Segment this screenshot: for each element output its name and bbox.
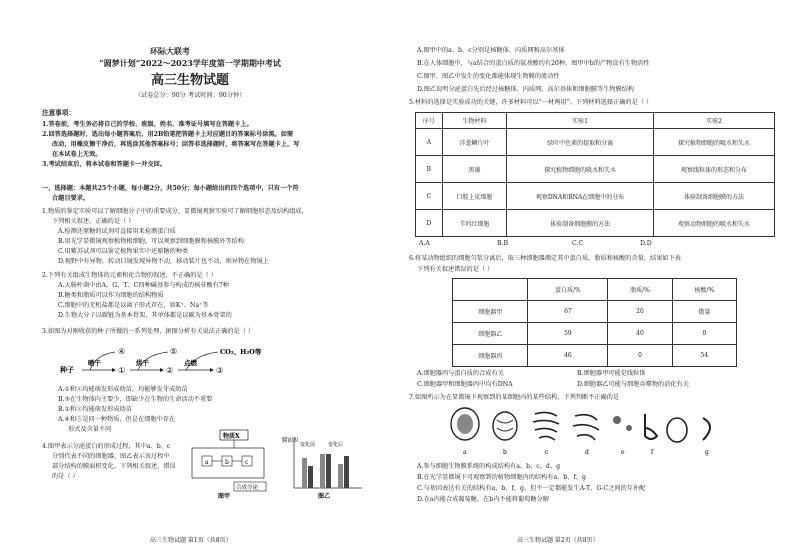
marker-3: ③: [216, 366, 224, 375]
exam-title-1: 环际大联考: [150, 46, 190, 56]
q1-option: C.用紫苏试剂可以鉴定植物果实中还原糖的种类: [58, 248, 189, 255]
label-b: b: [503, 449, 507, 456]
table-cell: 46: [528, 345, 608, 367]
q2-option: D.生物大分子以碳链为基本骨架，其单体都是以碳为基本骨架的: [58, 312, 232, 319]
q2-option: C.细胞中的无机盐都是以离子形式存在，如K⁺、Na⁺等: [58, 302, 209, 309]
table-header: 实验2: [654, 113, 775, 129]
section-heading: 一、选择题：本题共25个小题，每小题2分，共50分；每小题给出的四个选项中，只有一个符: [42, 185, 299, 192]
organelle-b-cristae: [497, 420, 513, 431]
q2-stem: 2.下列有关组成生物体的元素和化合物的叙述，不正确的是（ ）: [42, 272, 217, 279]
label-g: g: [705, 449, 709, 456]
table-cell: 微量: [672, 301, 736, 323]
table-cell: 体验制备细胞膜的方法: [507, 210, 654, 237]
q1-stem: 1.物质的鉴定实验可以了解细胞分子中的重要成分，显微镜观察实验可了解细胞形态及结构组成，: [42, 208, 308, 215]
q4-option: B.在人体细胞中，与a结合的蛋白质的氨基酸约有20种，图甲中b的产物没有生物活性: [417, 60, 650, 67]
q1-option: B.用光学显微镜观察植物根细胞，可以观察到细胞膜和核膜外等结构: [58, 238, 244, 245]
table-cell: D: [416, 210, 443, 237]
table-cell: 羊的红细胞: [442, 210, 506, 237]
q4-option: C.图甲，图乙中发生的变化都能体现生物膜的流动性: [417, 73, 560, 80]
q7-option: A.参与细胞生物膜系统的构成结构有a、b、c、d、g: [417, 463, 561, 470]
table-cell: C: [416, 183, 443, 210]
q6-option: A.细胞器丙与蛋白质的合成有关: [417, 370, 504, 377]
organelle-table: [452, 278, 737, 367]
notice-line: 2.回答选择题时，选出每小题答案后，用2B铅笔把答题卡上对应题目的答案标号涂黑。如需: [42, 131, 294, 138]
q7-option: D.在a内能合成葡萄糖，在b内不能将葡萄糖分解: [417, 496, 549, 503]
table-header: 蛋白质/%: [528, 279, 608, 301]
q6-option: B.细胞器甲可能是线粒体: [577, 370, 646, 377]
table-cell: 观察DNA和RNA在细胞中的分布: [507, 183, 654, 210]
products-label: CO₂、H₂O等: [220, 348, 262, 356]
q5-option: C.C: [572, 240, 584, 247]
table-cell: 黑藻: [442, 156, 506, 183]
organelle-g: [667, 418, 687, 442]
q4-stem: 的是（ ）: [52, 473, 79, 480]
table-row: [453, 323, 737, 345]
q1-stem: 下列相关叙述，正确的是（ ）: [52, 218, 135, 225]
notice-line: 1.答卷前，考生务必将自己的学校、班级、姓名、准考证号填写在答题卡上。: [42, 121, 253, 128]
label-c: c: [545, 449, 549, 456]
q5-stem: 5.材料的选择是实验成功的关键，许多材料可以“一材两用”。下列材料选择正确的是（ ）: [409, 99, 653, 106]
q6-stem: 下列有关叙述错误的是（ ）: [417, 266, 494, 273]
table-row: [416, 129, 775, 156]
q1-option: A.检测还原糖的试剂可直接用来检测蛋白质: [58, 228, 176, 235]
q5-option: A.A: [419, 240, 430, 247]
notice-line: 改动，用橡皮擦干净后，再选涂其他答案标号；回答非选择题时，将答案写在答题卡上，写: [52, 141, 300, 148]
marker-5: ⑤: [170, 347, 178, 356]
section-heading-2: 合题目要求。: [52, 195, 90, 202]
q6-option: C.细胞器甲和细胞器丙中均有DNA: [417, 381, 513, 388]
organelle-a-core: [457, 414, 473, 434]
table-cell: 洋葱鳞片叶: [442, 129, 506, 156]
table-cell: 观察动物细胞的吸水和失水: [654, 210, 775, 237]
table-header: 脂质/%: [608, 279, 672, 301]
table-header: 实验1: [507, 113, 654, 129]
table-cell: 40: [608, 323, 672, 345]
table-row: [416, 156, 775, 183]
sun-dry-label: 晒干: [88, 359, 101, 367]
seed-process-diagram: [60, 340, 310, 384]
y-axis-label: 膜面积: [282, 438, 299, 444]
node-c: c: [245, 459, 249, 466]
table-cell: 59: [528, 323, 608, 345]
table-row: [453, 301, 737, 323]
legend-before: 变化前: [300, 442, 316, 448]
q5-option: B.B: [497, 240, 509, 247]
legend-after: 变化后: [328, 442, 344, 448]
marker-4: ④: [118, 347, 126, 356]
table-header: 生物材料: [442, 113, 506, 129]
q6-stem: 6.将某动物组织的细胞匀浆分离后，取三种细胞器测定其中蛋白质、脂质和核酸的含量，结果如下表: [409, 255, 681, 262]
q4-option: D.图乙说明分泌蛋白先后经过核糖体、内质网、高尔基体和细胞膜等生物膜结构: [417, 86, 635, 93]
table-cell: 20: [608, 301, 672, 323]
table-row: [453, 345, 737, 367]
q5-option: D.D: [640, 240, 652, 247]
notice-heading: 注意事项：: [42, 109, 75, 117]
q6-option: D.细胞器乙可能与细胞吞噬物的消化有关: [577, 381, 689, 388]
organelle-c: [533, 412, 559, 440]
table-cell: 探究植物细胞的吸水和失水: [507, 156, 654, 183]
table-cell: 观察线粒体的形态和分布: [654, 156, 775, 183]
table-cell: 细胞器丙: [453, 345, 528, 367]
membrane-label: 合成分泌: [236, 485, 259, 491]
table-cell: 54: [672, 345, 736, 367]
exam-title-3: 高三生物试题: [150, 73, 229, 88]
organelle-f: [645, 414, 657, 439]
q3-option: 形式及含量不同: [68, 426, 112, 433]
organelle-e: [613, 416, 621, 424]
table-cell: A: [416, 129, 443, 156]
table-cell: B: [416, 156, 443, 183]
node-a: a: [205, 459, 209, 466]
marker-2: ②: [166, 366, 174, 375]
table-cell: 探究植物细胞的吸水和失水: [654, 129, 775, 156]
q3-option: A.①和②均能萌发形成幼苗，均能够发芽成幼苗: [58, 386, 188, 393]
notice-line: 在本试卷上无效。: [52, 151, 102, 158]
table-cell: 绿叶中色素的提取和分离: [507, 129, 654, 156]
q4-stem: 分别代表不同的细胞器，图乙表示该过程中: [52, 453, 170, 460]
exam-title-2: “圆梦计划”2022～2023学年度第一学期期中考试: [99, 58, 281, 68]
table-header: 核酸/%: [672, 279, 736, 301]
burn-label: 点燃: [184, 359, 197, 367]
page-footer: 高三生物试题 第2页（共8页）: [517, 537, 599, 544]
q4-option: A.图甲中的a、b、c分别是核糖体、内质网和高尔基体: [417, 47, 565, 54]
q3-option: B.③在生物体内主要少，即缺少在生物的生命活动不重要: [58, 396, 213, 403]
fig-b-caption: 图乙: [318, 493, 331, 500]
table-cell: 67: [528, 301, 608, 323]
right-page: [397, 0, 794, 550]
secretion-figure: [182, 428, 372, 500]
q4-stem: 部分结构的膜面积变化。下列相关叙述，错误: [52, 463, 176, 470]
exam-meta: （试卷总分：90分 考试时间：90分钟）: [134, 92, 246, 99]
q4-stem: 4.图甲表示分泌蛋白的形成过程，其中a、b、c: [42, 443, 171, 450]
q7-option: C.与基因表达有关的结构有a、b、f、g，但不一定都能发生A-T、G-C之间的互补配: [417, 485, 646, 492]
q3-stem: 3.如图为对刚收获的种子所做的一系列处理，据图分析有关说法正确的是（ ）: [42, 328, 255, 335]
table-cell: 0: [608, 345, 672, 367]
label-a: a: [463, 449, 467, 456]
table-cell: 细胞器甲: [453, 301, 528, 323]
table-header: [453, 279, 528, 301]
label-e: e: [621, 449, 625, 456]
organelle-d: [573, 415, 599, 440]
seed-label: 种子: [60, 365, 74, 374]
marker-1: ①: [118, 366, 126, 375]
q7-stem: 7.如图所示为在显微镜下观察到的某细胞内的某些结构，下列判断不正确的是: [409, 394, 620, 401]
table-cell: 口腔上皮细胞: [442, 183, 506, 210]
notice-line: 3.考试结束后，将本试卷和答题卡一并交回。: [42, 161, 167, 168]
q2-option: B.糖类和脂质可以作为细胞的结构物质: [58, 292, 164, 299]
fig-a-caption: 图甲: [218, 493, 231, 500]
organelle-b: [493, 412, 517, 440]
table-header: 序号: [416, 113, 443, 129]
table-row: [416, 210, 775, 237]
q2-option: A.大肠杆菌中由A、G、T、C四种碱基参与构成的核苷酸有7种: [58, 282, 229, 289]
label-f: f: [651, 449, 654, 456]
bake-label: 烘干: [136, 359, 149, 367]
q3-option: B.①和②均能萌发形成幼苗: [58, 406, 132, 413]
table-cell: 体验制备细胞膜的方法: [654, 183, 775, 210]
substance-x-label: 物质X: [223, 433, 240, 440]
table-cell: 0: [672, 323, 736, 345]
page-footer: 高三生物试题 第1页（共8页）: [150, 537, 232, 544]
q3-option: A.④和⑤是同一种物质，但是在细胞中存在: [58, 416, 176, 423]
label-d: d: [585, 449, 589, 456]
q7-option: B.在光学显微镜下可观察到的植物细胞内的结构有a、b、f、g: [417, 474, 586, 481]
organelle-figure: [447, 404, 727, 456]
table-cell: 细胞器乙: [453, 323, 528, 345]
q1-option: D.视野中有异物，转动目镜发现异物不动，移动装片也不动，则异物在物镜上: [58, 258, 269, 265]
node-b: b: [225, 459, 229, 466]
table-row: [416, 183, 775, 210]
materials-table: [415, 112, 775, 237]
